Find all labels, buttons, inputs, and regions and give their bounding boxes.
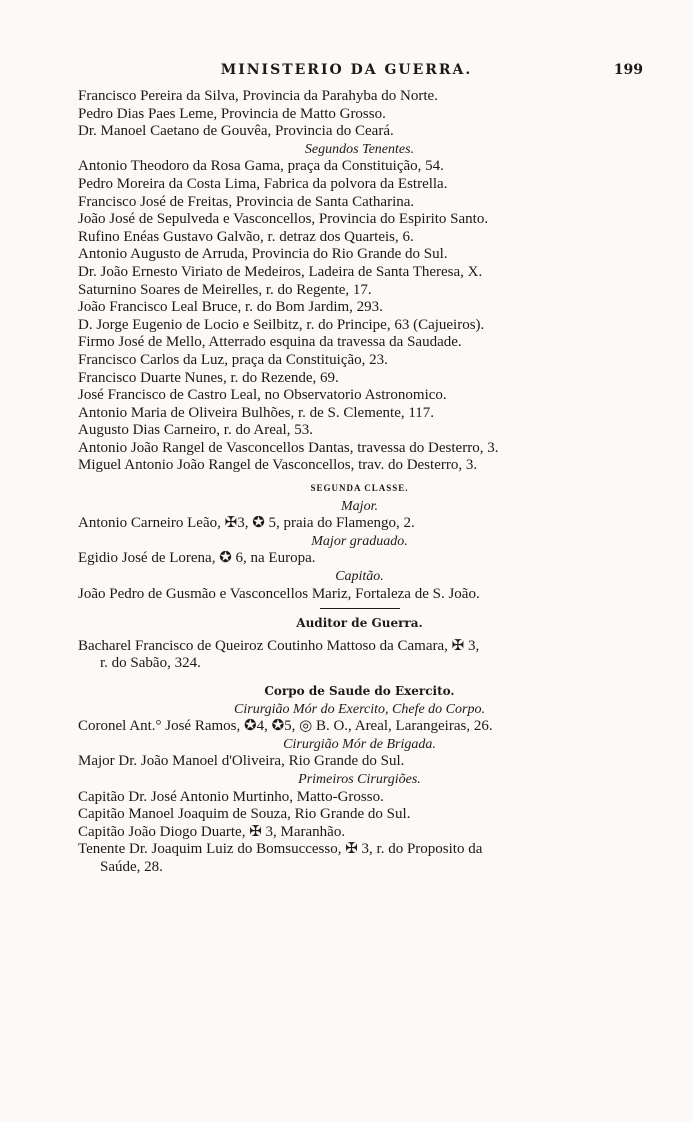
list-entry: Francisco José de Freitas, Provincia de Santa Catharina.	[78, 193, 415, 210]
major-saude-entry: Major Dr. João Manoel d'Oliveira, Rio Grande do Sul.	[78, 753, 405, 770]
primeiros-tenentes-continued	[78, 88, 641, 141]
list-entry: Capitão Dr. José Antonio Murtinho, Matto-Grosso.	[78, 788, 384, 805]
cirurgiao-mor-exercito-heading: Cirurgião Mór do Exercito, Chefe do Corpo.	[234, 701, 485, 717]
list-entry: Pedro Dias Paes Leme, Provincia de Matto Grosso.	[78, 105, 386, 122]
list-entry: Miguel Antonio João Rangel de Vasconcellos, trav. do Desterro, 3.	[78, 457, 478, 474]
coronel-entry: Coronel Ant.° José Ramos, ✪4, ✪5, ◎ B. O., Areal, Larangeiras, 26.	[78, 718, 493, 735]
cirurgiao-mor-brigada-heading: Cirurgião Mór de Brigada.	[283, 736, 436, 752]
list-entry: Francisco Carlos da Luz, praça da Constituição, 23.	[78, 351, 388, 368]
list-entry: Antonio João Rangel de Vasconcellos Dantas, travessa do Desterro, 3.	[78, 439, 499, 456]
list-entry: João José de Sepulveda e Vasconcellos, Provincia do Espirito Santo.	[78, 211, 489, 228]
section-divider	[320, 608, 400, 609]
major-heading: Major.	[341, 498, 378, 514]
major-entry: Antonio Carneiro Leão, ✠3, ✪ 5, praia do Flamengo, 2.	[78, 515, 415, 532]
list-entry: José Francisco de Castro Leal, no Observatorio Astronomico.	[78, 387, 447, 404]
list-entry: Augusto Dias Carneiro, r. do Areal, 53.	[78, 422, 313, 439]
page-number: 199	[613, 62, 643, 78]
list-entry: Dr. Manoel Caetano de Gouvêa, Provincia do Ceará.	[78, 123, 394, 140]
list-entry: Capitão Manoel Joaquim de Souza, Rio Grande do Sul.	[78, 806, 411, 823]
tenente-entry-line1: Tenente Dr. Joaquim Luiz do Bomsuccesso, ✠ 3, r. do Proposito da	[78, 841, 483, 858]
major-graduado-heading: Major graduado.	[311, 533, 408, 549]
list-entry: Francisco Pereira da Silva, Provincia da Parahyba do Norte.	[78, 88, 438, 104]
list-entry: Rufino Enéas Gustavo Galvão, r. detraz dos Quarteis, 6.	[78, 228, 414, 245]
auditor-entry-line1: Bacharel Francisco de Queiroz Coutinho Mattoso da Camara, ✠ 3,	[78, 637, 480, 654]
list-entry: Antonio Theodoro da Rosa Gama, praça da Constituição, 54.	[78, 158, 444, 175]
list-entry: Pedro Moreira da Costa Lima, Fabrica da polvora da Estrella.	[78, 175, 448, 192]
major-graduado-entry: Egidio José de Lorena, ✪ 6, na Europa.	[78, 550, 316, 567]
corpo-saude-heading: Corpo de Saude do Exercito.	[264, 684, 455, 698]
primeiros-cirurgioes-heading: Primeiros Cirurgiões.	[298, 771, 421, 787]
list-entry: Firmo José de Mello, Atterrado esquina da travessa da Saudade.	[78, 334, 462, 351]
list-entry: Antonio Augusto de Arruda, Provincia do Rio Grande do Sul.	[78, 246, 448, 263]
list-entry: D. Jorge Eugenio de Locio e Seilbitz, r. do Principe, 63 (Cajueiros).	[78, 316, 485, 333]
list-entry: Dr. João Ernesto Viriato de Medeiros, Ladeira de Santa Theresa, X.	[78, 263, 483, 280]
auditor-entry-line2: r. do Sabão, 324.	[100, 655, 201, 672]
segundos-tenentes-heading: Segundos Tenentes.	[304, 141, 415, 157]
page-header-title: MINISTERIO DA GUERRA.	[220, 62, 473, 78]
auditor-heading: Auditor de Guerra.	[296, 616, 423, 631]
page-body	[78, 88, 641, 877]
capitao-heading: Capitão.	[335, 569, 384, 585]
primeiros-cirurgioes-list	[78, 789, 641, 842]
list-entry: Antonio Maria de Oliveira Bulhões, r. de S. Clemente, 117.	[78, 404, 435, 421]
segundos-tenentes-list	[78, 158, 641, 475]
running-header	[0, 62, 693, 82]
list-entry: Capitão João Diogo Duarte, ✠ 3, Maranhão.	[78, 823, 346, 840]
list-entry: Saturnino Soares de Meirelles, r. do Regente, 17.	[78, 281, 372, 298]
list-entry: Francisco Duarte Nunes, r. do Rezende, 69.	[78, 369, 339, 386]
segunda-classe-heading: SEGUNDA CLASSE.	[310, 483, 409, 494]
list-entry: João Francisco Leal Bruce, r. do Bom Jardim, 293.	[78, 299, 383, 316]
capitao-entry: João Pedro de Gusmão e Vasconcellos Mariz, Fortaleza de S. João.	[78, 585, 480, 602]
tenente-entry-line2: Saúde, 28.	[100, 858, 163, 875]
